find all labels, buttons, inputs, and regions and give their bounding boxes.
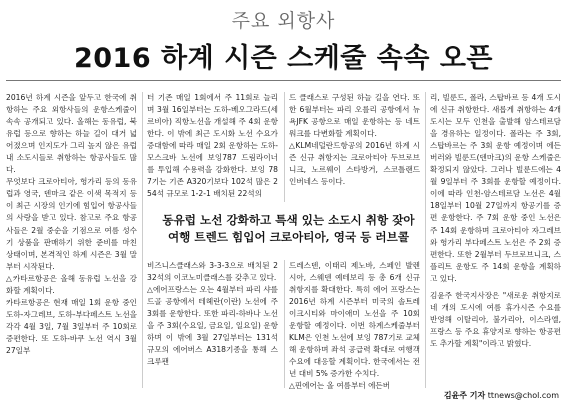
pull-quote-line: 동유럽 노선 강화하고 특색 있는 소도시 취항 잦아 — [162, 213, 415, 227]
article-paragraph: △에어프랑스는 오는 4월부터 파리 샤를 드골 공항에서 테헤란(이란) 노선에 주 3회를 운항한다. 또한 파리-하바나 노선을 주 3회(수요일, 금요일, 일요일) 운항하며 이 밖에 3월 27일부터는 131석 규모의 에어버스 A318기종을 통해 스크루팬 — [147, 285, 278, 367]
article-paragraph: 김윤주 한국지사장은 "새로운 취항지로 네 개의 도시에 여름 휴가시즌 수요를 반영해 이탈리아, 불가리아, 이스라엘, 프랑스 등 주요 휴양지로 향하는 항공편도 추가할 계획"이라고 밝혔다. — [430, 291, 561, 349]
article-paragraph: 카타르항공은 현재 매일 1회 운항 중인 도하-자그레브, 도하-부다페스트 노선을 각각 4월 3일, 7월 3일부터 주 10회로 증편한다. 또 도하-바쿠 노선 역시 3월 27일부 — [6, 297, 137, 355]
article-column-7 — [430, 290, 561, 388]
article-column-2 — [147, 92, 278, 202]
article-paragraph: 드 클래스로 구성된 하늘 길을 연다. 또한 6월부터는 파리 오를리 공항에서 뉴욕JFK 공항으로 매일 운항하는 등 네트워크를 다변화할 계획이다. — [289, 93, 420, 139]
column-separator — [142, 92, 143, 388]
byline — [444, 390, 559, 401]
pull-quote-line: 여행 트렌드 힘입어 크로아티아, 영국 등 러브콜 — [167, 230, 410, 244]
column-separator — [284, 92, 285, 202]
article-column-6 — [289, 260, 420, 391]
article-paragraph: 비즈니스클래스와 3-3-3으로 배치된 232석의 이코노미클래스를 갖추고 있다. — [147, 261, 278, 283]
article-column-3 — [289, 92, 420, 202]
article-headline: 2016 하계 시즌 스케줄 속속 오픈 — [73, 43, 494, 74]
article-paragraph: △카타르항공은 올해 동유럽 노선을 강화할 계획이다. — [6, 273, 137, 295]
article-column-1 — [6, 92, 137, 388]
byline-email: ttnews@chol.com — [487, 391, 559, 400]
article-paragraph: △핀에어는 올 여름부터 에든버 — [289, 381, 391, 391]
article-kicker: 주요 외항사 — [231, 10, 336, 32]
headline-rule — [6, 80, 561, 81]
byline-name: 김윤주 기자 — [443, 391, 486, 400]
article-paragraph: 터 기존 매일 1회에서 주 11회로 늘리며 3월 16일부터는 도하-베오그라드(세르비아) 직항노선을 개설해 주 4회 운항한다. 이 밖에 최근 도시화 노선 수요가 증대함에 따라 매일 2회 운항하는 도하-모스크바 노선에 보잉787 드림라이너를 투입해 수용력을 강화한다. 보잉 787기는 기존 A320기보다 102석 많은 254석 규모로 1-2-1 배치된 22석의 — [147, 93, 278, 199]
pull-quote — [146, 212, 431, 246]
article-column-5 — [147, 260, 278, 388]
article-column-4 — [430, 92, 561, 283]
column-separator — [284, 260, 285, 388]
article-paragraph: 무엇보다 크로아티아, 헝가리 등의 동유럽과 영국, 덴마크 같은 이색 목적지 등이 최근 시장의 인기에 힘입어 항공사들의 사랑을 받고 있다. 참고로 주요 항공사들은 2월 중순을 기점으로 여름 성수기 상품을 판매하기 위한 준비를 마친 상태이며, 본격적인 하계 시즌은 3월 말부터 시작된다. — [6, 177, 137, 271]
article-paragraph: 2016년 하계 시즌을 앞두고 한국에 취항하는 주요 외항사들의 운항스케줄이 속속 공개되고 있다. 올해는 동유럽, 북유럽 등으로 향하는 하늘 길이 대거 넓어졌으며 인지도가 그리 높지 않은 유럽 내 소도시들로 취항하는 항공사들도 많다. — [6, 93, 137, 175]
article-paragraph: 리, 빌룬드, 폴라, 스탑바르 등 4개 도시에 신규 취항한다. 새롭게 취항하는 4개 도시는 모두 인천을 출발해 암스테르담을 경유하는 일정이다. 폴라는 주 3회, 스탑바르는 주 3회 운항 예정이며 에든버러와 빌룬드(덴마크)의 운항 스케줄은 확정되지 않았다. 그러나 빌룬드에는 4월 9일부터 주 3회를 운항할 예정이다. 이에 따라 인천-암스테르담 노선은 4월 18일부터 10월 27일까지 항공기를 증편 운항한다. 주 7회 운항 중인 노선은 주 14회 운항하며 크로아티아 자그레브와 헝가리 부다페스트 노선은 주 2회 증편한다. 또한 2월부터 두브로브니크, 스플리트 운항도 주 14회 운항을 계획하고 있다. — [430, 93, 561, 283]
article-paragraph: △KLM네덜란드항공의 2016년 하계 시즌 신규 취항지는 크로아티아 두브로브니크, 노르웨이 스타방거, 스코틀랜드 인버네스 등이다. — [289, 141, 420, 187]
article-paragraph: 드레스덴, 이태리 제노바, 스페인 발렌시아, 스웨덴 예테보리 등 총 6개 신규 취항지를 확대한다. 특히 에어 프랑스는 2016년 하계 시즌부터 미국의 솔트레이크시티와 마이애미 노선을 주 10회 운항할 예정이다. 이번 하계스케줄부터 KLM은 인천 노선에 보잉 787기로 교체해 운항하며 좌석 공급력 확대로 여행객 수요에 대응할 계획이다. 한국에서는 전년 대비 5% 증가한 수치다. — [289, 261, 420, 379]
